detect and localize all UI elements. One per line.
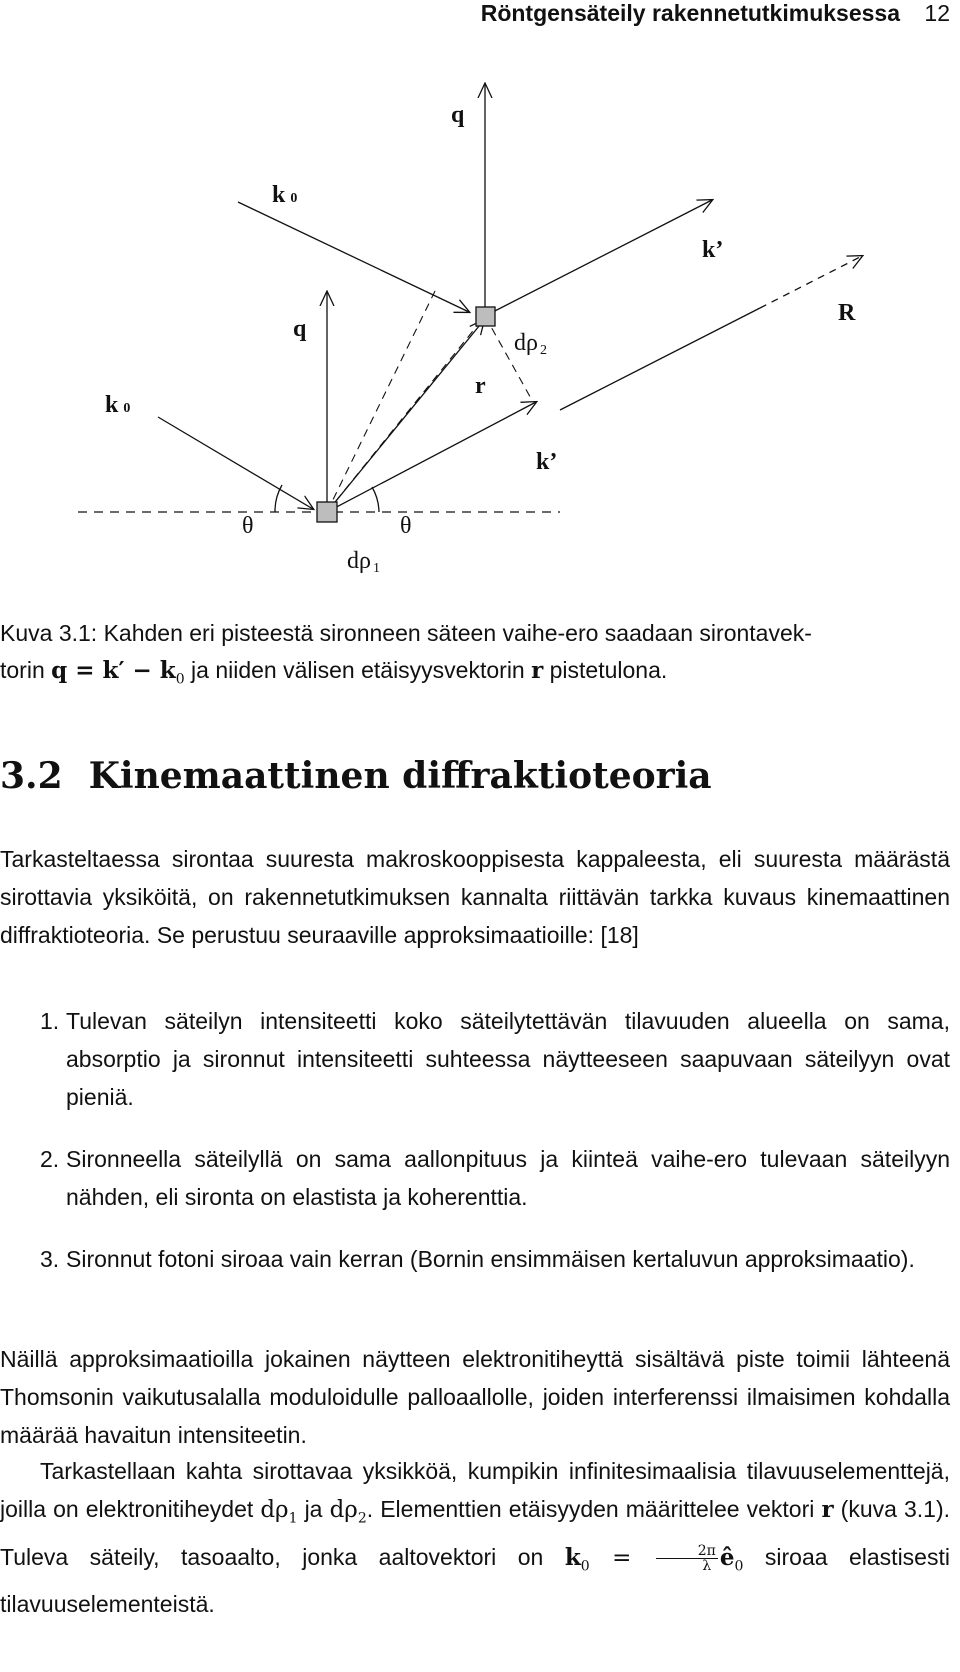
figure-caption	[0, 615, 950, 699]
running-title: Röntgensäteily rakennetutkimuksessa	[480, 0, 900, 26]
list-item	[40, 1140, 950, 1216]
label-q-left: q	[293, 316, 307, 342]
scattering-figure	[0, 80, 960, 600]
page-header	[0, 0, 960, 40]
caption-line-2: torin $q = k' - k_0$ ja niiden välisen etäisyysvektorin r pistetulona.	[0, 657, 668, 688]
construction-dashed-1	[327, 287, 437, 512]
label-theta-left: θ	[242, 513, 254, 539]
label-R: R	[838, 300, 856, 326]
fraction-2pi-lambda: $\frac{2\pi}{\lambda}$	[656, 1544, 718, 1573]
label-r: r	[475, 373, 486, 399]
page-number: 12	[924, 0, 950, 26]
construction-dashed-3	[485, 316, 533, 402]
label-drho2: dρ 2	[514, 330, 547, 358]
label-q-top: q	[451, 102, 465, 128]
intro-paragraph: Tarkasteltaessa sirontaa suuresta makroskooppisesta kappaleesta, eli suuresta määrästä sirottavia yksiköitä, on rakennetutkimuksen kannalta riittävän tarkka kuvaus kinemaattinen diffraktioteoria. Se perustuu seuraaville approksimaatioille: [18]	[0, 846, 950, 948]
section-number: 3.2	[0, 755, 63, 797]
section-heading	[0, 755, 712, 797]
list-marker: 3.	[40, 1246, 60, 1272]
k0-arrow-left	[158, 417, 313, 509]
volume-element-2	[476, 307, 495, 326]
r-arrow	[327, 320, 484, 512]
paragraph-3: Tarkastellaan kahta sirottavaa yksikköä, kumpikin infinitesimaalisia tilavuuselementtejä, joilla on elektronitiheydet $d\rho_1$ ja $d\rho_2$. Elementtien etäisyyden määrittelee vektori r (kuva 3.1). Tuleva säteily, tasoaalto, jonka aaltovektori on $k_0$ = $\frac{2\pi}{\lambda}$ $ê_0$ siroaa elastisesti tilavuuselementeistä.	[0, 1458, 950, 1618]
list-marker: 1.	[40, 1008, 60, 1034]
kprime-arrow-right	[327, 402, 536, 512]
paragraph-2: Näillä approksimaatioilla jokainen näytteen elektronitiheyttä sisältävä piste toimii lähteenä Thomsonin vaikutusalalla moduloidulle palloaallolle, joiden interferenssi ilmaisimen kohdalla määrää havaitun intensiteetin.	[0, 1346, 950, 1448]
label-theta-right: θ	[400, 513, 412, 539]
list-text: Sironneella säteilyllä on sama aallonpituus ja kiinteä vaihe-ero tulevaan säteilyyn nähden, eli sironta on elastista ja koherenttia.	[66, 1146, 950, 1210]
list-text: Sironnut fotoni siroaa vain kerran (Bornin ensimmäisen kertaluvun approksimaatio).	[66, 1246, 915, 1272]
label-k0-left: k 0	[105, 392, 131, 418]
list-text: Tulevan säteilyn intensiteetti koko säteilytettävän tilavuuden alueella on sama, absorptio ja sironnut intensiteetti suhteessa näytteeseen saapuvaan säteilyyn ovat pieniä.	[66, 1008, 950, 1110]
k0-arrow-top	[238, 202, 469, 312]
R-ray-solid	[560, 308, 760, 410]
list-item	[40, 1002, 950, 1116]
list-marker: 2.	[40, 1146, 60, 1172]
label-kprime-right: k’	[536, 449, 558, 475]
kprime-arrow-top	[485, 200, 712, 316]
label-drho1: dρ 1	[347, 548, 380, 576]
label-k0-top: k 0	[272, 182, 298, 208]
list-item	[40, 1240, 950, 1278]
volume-element-1	[317, 502, 337, 522]
label-kprime-top: k’	[702, 237, 724, 263]
section-title-text: Kinemaattinen diffraktioteoria	[88, 755, 712, 797]
caption-line-1: Kuva 3.1: Kahden eri pisteestä sironneen säteen vaihe-ero saadaan sirontavek-	[0, 620, 812, 646]
theta-arc-right	[372, 487, 379, 512]
